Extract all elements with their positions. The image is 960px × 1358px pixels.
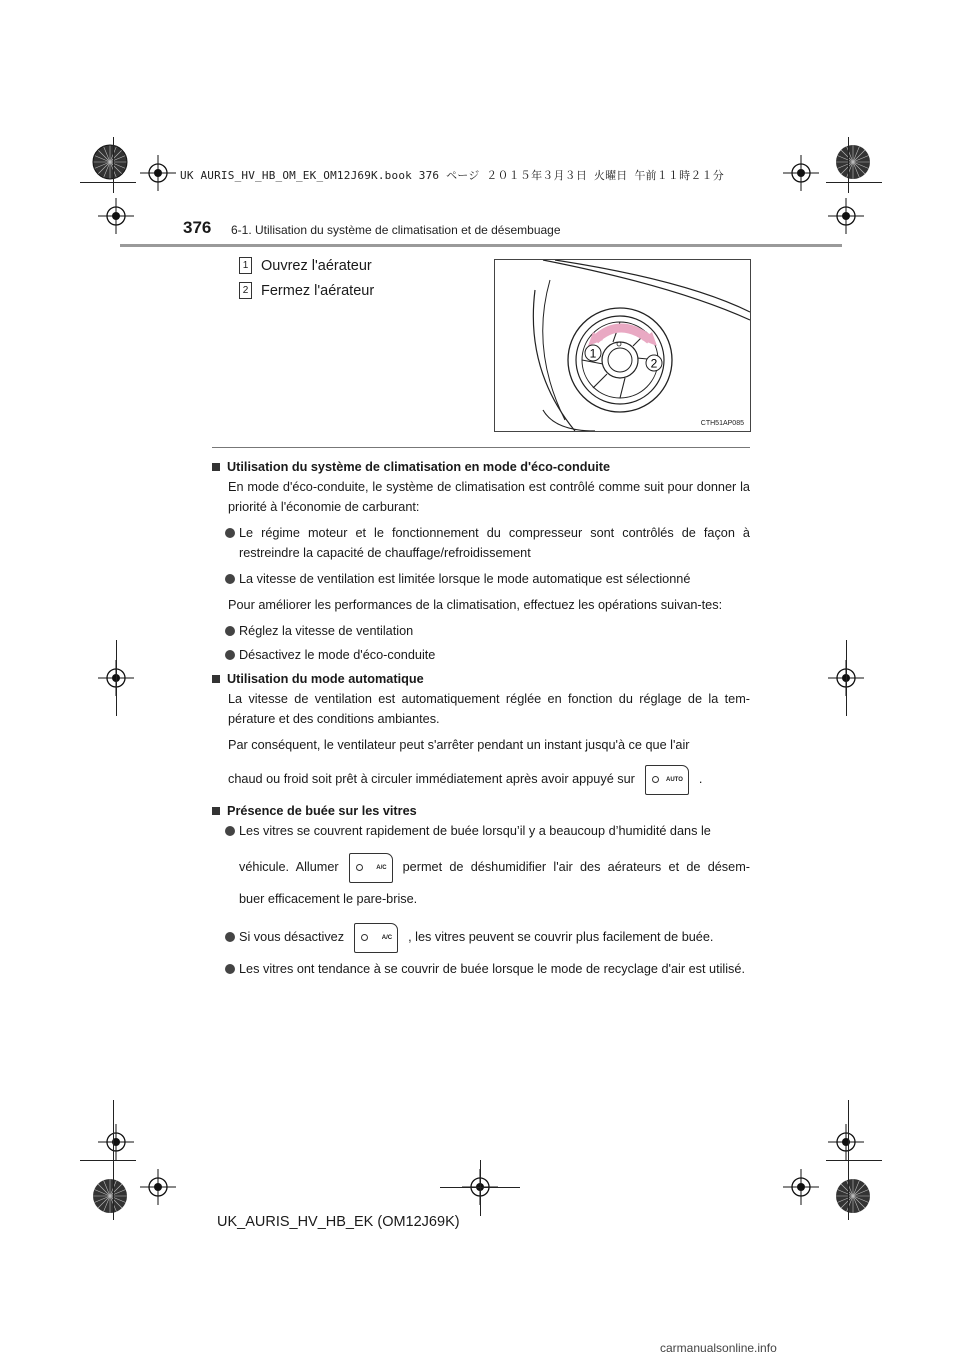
registration-mark <box>140 155 176 191</box>
callout-2: 2 <box>650 356 658 371</box>
bullet-dot-icon <box>225 932 235 942</box>
figure-code: CTH51AP085 <box>700 420 744 427</box>
step-text: Fermez l'aérateur <box>261 282 375 299</box>
registration-mark <box>783 1169 819 1205</box>
registration-mark <box>783 155 819 191</box>
eco-improve: Pour améliorer les performances de la climatisation, effectuez les opérations suivan-tes: <box>228 598 723 612</box>
footer-model-code: UK_AURIS_HV_HB_EK (OM12J69K) <box>217 1214 460 1230</box>
registration-mark <box>828 1124 864 1160</box>
crop-line <box>480 1160 481 1216</box>
step-1 <box>239 257 372 274</box>
sunburst-mark-bottom-left <box>92 1178 128 1214</box>
registration-mark <box>140 1169 176 1205</box>
bullet-dot-icon <box>225 826 235 836</box>
step-number: 2 <box>239 282 252 299</box>
auto-p2b: chaud ou froid soit prêt à circuler immédiatement après avoir appuyé sur AUTO . <box>212 763 750 795</box>
air-vent-drawing <box>495 260 750 431</box>
auto-p1: La vitesse de ventilation est automatiquement réglée en fonction du réglage de la tem-pérature et des conditions ambiantes. <box>228 692 750 726</box>
page-number: 376 <box>183 218 212 237</box>
auto-button-icon: AUTO <box>645 765 689 795</box>
registration-mark <box>98 198 134 234</box>
sunburst-mark-top-right <box>835 144 871 180</box>
air-vent-illustration <box>494 259 751 432</box>
heading-eco-mode: Utilisation du système de climatisation en mode d'éco-conduite <box>212 457 750 477</box>
heading-fog: Présence de buée sur les vitres <box>212 801 750 821</box>
bullet-dot-icon <box>225 574 235 584</box>
eco-intro: En mode d'éco-conduite, le système de climatisation est contrôlé comme suit pour donner la priorité à l'économie de carburant: <box>228 480 750 514</box>
registration-mark <box>828 198 864 234</box>
square-bullet-icon <box>212 463 220 471</box>
list-item: Réglez la vitesse de ventilation <box>212 621 750 641</box>
registration-mark <box>98 1124 134 1160</box>
fog-b1-line2: véhicule. Allumer A/C permet de déshumidifier l'air des aérateurs et de désem- <box>212 851 750 883</box>
list-item: Si vous désactivez A/C , les vitres peuvent se couvrir plus facilement de buée. <box>212 921 750 953</box>
bullet-dot-icon <box>225 964 235 974</box>
fog-b1-line3: buer efficacement le pare-brise. <box>239 892 418 906</box>
crop-line <box>848 137 849 193</box>
bullet-dot-icon <box>225 650 235 660</box>
indicator-light-icon <box>652 776 659 783</box>
list-item: Désactivez le mode d'éco-conduite <box>212 645 750 665</box>
ac-button-icon: A/C <box>349 853 393 883</box>
crop-line <box>80 182 136 183</box>
section-separator <box>212 447 750 448</box>
section-title: 6-1. Utilisation du système de climatisation et de désembuage <box>231 223 561 237</box>
auto-p2a: Par conséquent, le ventilateur peut s'arrêter pendant un instant jusqu'à ce que l'air <box>228 738 690 752</box>
bullet-dot-icon <box>225 626 235 636</box>
sunburst-mark-bottom-right <box>835 1178 871 1214</box>
crop-line <box>826 182 882 183</box>
list-item: Les vitres ont tendance à se couvrir de buée lorsque le mode de recyclage d'air est utilisé. <box>212 959 750 979</box>
indicator-light-icon <box>356 864 363 871</box>
crop-line <box>846 640 847 716</box>
rotation-arrow <box>595 328 650 340</box>
watermark: carmanualsonline.info <box>660 1341 777 1355</box>
indicator-light-icon <box>361 934 368 941</box>
header-rule <box>120 244 842 247</box>
step-2 <box>239 282 374 299</box>
sunburst-mark-top-left <box>92 144 128 180</box>
list-item: Le régime moteur et le fonctionnement du compresseur sont contrôlés de façon à restreindre la capacité de chauffage/refroidissement <box>212 523 750 563</box>
crop-line <box>116 640 117 716</box>
print-header: UK AURIS_HV_HB_OM_EK_OM12J69K.book 376 ページ ２０１５年３月３日 火曜日 午前１１時２１分 <box>180 169 724 182</box>
list-item: La vitesse de ventilation est limitée lorsque le mode automatique est sélectionné <box>212 569 750 589</box>
crop-line <box>826 1160 882 1161</box>
crop-line <box>113 137 114 193</box>
step-text: Ouvrez l'aérateur <box>261 257 372 274</box>
list-item: Les vitres se couvrent rapidement de buée lorsqu’il y a beaucoup d’humidité dans le <box>212 821 750 841</box>
bullet-dot-icon <box>225 528 235 538</box>
heading-auto-mode: Utilisation du mode automatique <box>212 669 750 689</box>
callout-1: 1 <box>589 346 597 361</box>
square-bullet-icon <box>212 675 220 683</box>
crop-line <box>80 1160 136 1161</box>
square-bullet-icon <box>212 807 220 815</box>
ac-button-icon: A/C <box>354 923 398 953</box>
content <box>212 457 750 979</box>
step-number: 1 <box>239 257 252 274</box>
